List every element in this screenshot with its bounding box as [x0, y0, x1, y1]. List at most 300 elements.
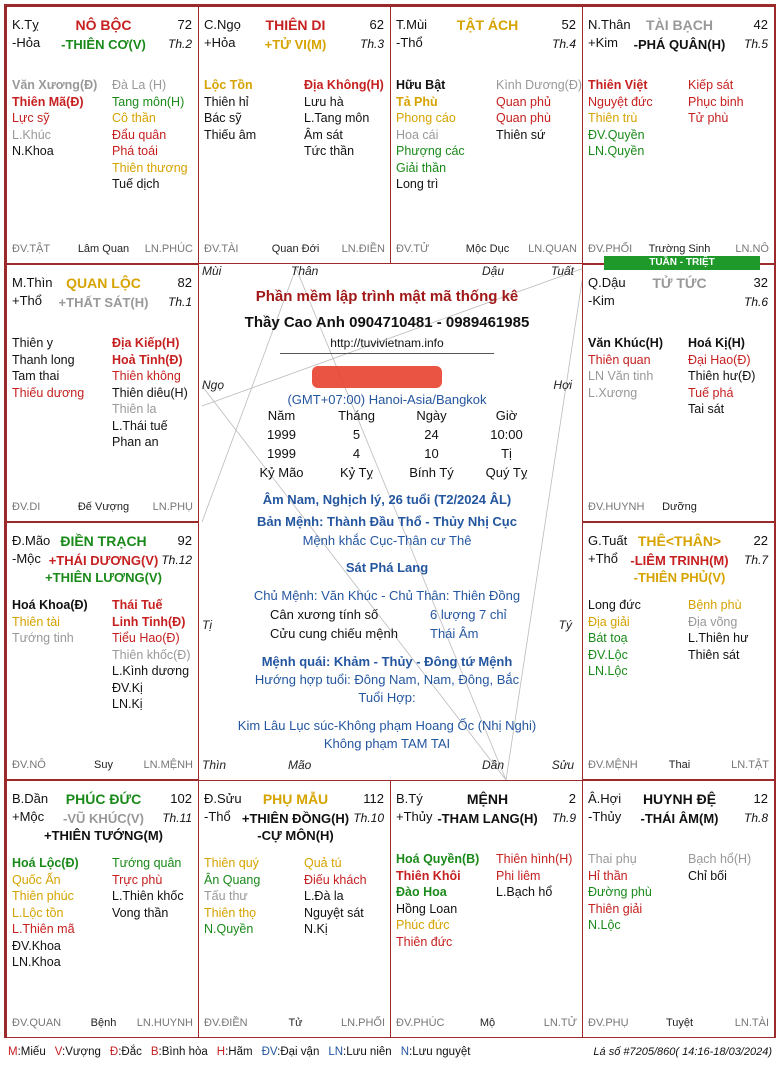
star: Bát toạ — [588, 631, 628, 645]
hanh: +Thổ — [12, 293, 42, 308]
palace-ty[interactable] — [6, 6, 199, 264]
star: Ân Quang — [204, 872, 261, 887]
luu-nien-label: LN.TỬ — [543, 1017, 577, 1029]
thang: Th.4 — [551, 37, 576, 51]
star: Thai phụ — [588, 852, 637, 866]
luu-nien-label: LN.ĐIỀN — [341, 243, 385, 255]
minor-stars-right — [304, 77, 384, 160]
dai-han-number: 82 — [177, 275, 192, 290]
minor-stars-right — [112, 77, 188, 193]
corner-label: Ngọ — [202, 378, 225, 392]
palace-name: QUAN LỘC — [66, 275, 141, 291]
dai-van-label: ĐV.DI — [12, 501, 41, 513]
dai-han-number: 22 — [753, 533, 768, 548]
star: Lực sỹ — [12, 111, 50, 125]
minor-stars-left — [204, 855, 260, 938]
luu-nien-label: LN.MỆNH — [143, 759, 193, 771]
truong-sinh-label: Trường Sinh — [648, 243, 711, 255]
star: Tướng quân — [112, 856, 182, 870]
dai-van-label: ĐV.PHỤ — [588, 1017, 629, 1029]
thang: Th.1 — [167, 295, 192, 309]
star: Phong cáo — [396, 111, 456, 125]
star: Hữu Bật — [396, 78, 446, 92]
star: LN.Quyền — [588, 144, 645, 158]
chu-menh: Chủ Mệnh: Văn Khúc - Chủ Thân: Thiên Đồng — [253, 588, 521, 603]
can-chi: N.Thân — [588, 17, 631, 32]
center-panel — [196, 258, 578, 774]
palace-mui[interactable] — [390, 6, 583, 264]
corner-label: Tý — [558, 618, 572, 632]
star: Hoá Khoa(Đ) — [12, 598, 88, 612]
minor-stars-right — [304, 855, 367, 938]
menh-cuc: Mệnh khắc Cục-Thân cư Thê — [302, 533, 472, 548]
star: L.Khúc — [12, 127, 51, 142]
legend-item: Đ:Đắc — [109, 1046, 142, 1058]
star: Tấu thư — [204, 889, 248, 903]
star: ĐV.Quyền — [588, 127, 645, 142]
star: Kiếp sát — [688, 78, 734, 92]
star: Thiếu dương — [12, 385, 85, 400]
star: Thiên quý — [204, 856, 259, 870]
star: Cô thần — [112, 111, 156, 125]
dai-han-number: 2 — [568, 791, 576, 806]
tuan-triet-badge: TUẦN - TRIỆT — [604, 256, 760, 270]
dai-han-number: 42 — [753, 17, 768, 32]
legend-item: LN:Lưu niên — [328, 1046, 392, 1058]
truong-sinh-label: Bệnh — [90, 1017, 117, 1029]
main-star: -PHÁ QUÂN(H) — [633, 37, 726, 52]
star: LN.Kị — [112, 697, 143, 711]
can-chi: B.Dần — [12, 791, 49, 806]
star: Thiên trù — [588, 111, 638, 125]
luu-nien-label: LN.QUAN — [528, 243, 577, 255]
main-star-2: +THIÊN TƯỚNG(M) — [43, 828, 163, 843]
star: Bệnh phù — [688, 598, 742, 612]
palace-name: HUYNH ĐỆ — [642, 791, 717, 807]
minor-stars-right — [688, 335, 755, 418]
luu-nien-label: LN.HUYNH — [136, 1017, 193, 1029]
star: Đường phù — [588, 885, 652, 899]
star: L.Xương — [588, 385, 638, 400]
redacted-name — [312, 366, 442, 388]
solar-date: 1999 5 24 10:00 — [267, 427, 523, 442]
main-star: +TỬ VI(M) — [264, 37, 327, 52]
star: Thiên khốc(Đ) — [112, 647, 191, 662]
star: Hoá Lộc(Đ) — [12, 856, 79, 870]
star: Quan phù — [496, 111, 551, 125]
palace-name: PHỤ MẪU — [262, 791, 329, 807]
dai-han-number: 12 — [753, 791, 768, 806]
minor-stars-right — [112, 855, 184, 921]
star: Thiên hình(H) — [496, 852, 573, 866]
can-chi: Đ.Mão — [12, 533, 51, 548]
luu-nien-label: LN.PHỤ — [152, 501, 193, 513]
legend-item: V:Vượng — [54, 1046, 101, 1058]
can-xuong-value: 6 lượng 7 chỉ — [430, 607, 507, 622]
minor-stars-left — [588, 77, 653, 160]
star: Long trì — [396, 177, 439, 191]
star: Thiên sứ — [496, 127, 546, 142]
star: Địa Không(H) — [304, 78, 384, 92]
minor-stars-left — [588, 597, 641, 680]
star: Thiếu âm — [204, 127, 257, 142]
minor-stars-left — [12, 597, 88, 647]
palace-name: TỬ TỨC — [652, 275, 707, 291]
star: Thiên phúc — [12, 889, 74, 903]
minor-stars-right — [496, 77, 582, 143]
palace-name: NÔ BỘC — [75, 17, 132, 33]
star: Linh Tinh(Đ) — [112, 614, 186, 629]
palace-suu[interactable] — [198, 780, 391, 1038]
star: ĐV.Lộc — [588, 647, 628, 662]
star: Thiên tài — [12, 614, 60, 629]
star: Vong thần — [112, 905, 169, 920]
luu-nien-label: LN.PHÚC — [144, 243, 193, 255]
main-star: +THÁI DƯƠNG(V) — [48, 553, 159, 568]
hanh: -Mộc — [12, 551, 41, 566]
thang: Th.11 — [162, 811, 192, 825]
star: Thiên sát — [688, 647, 740, 662]
star: Thiên thương — [112, 160, 188, 175]
star: Hỉ thần — [588, 868, 628, 883]
minor-stars-right — [496, 851, 572, 901]
star: Thiên Việt — [588, 78, 648, 92]
can-chi: Đ.Sửu — [204, 791, 242, 806]
corner-label: Tuất — [550, 264, 574, 278]
website-url[interactable]: http://tuvivietnam.info — [330, 336, 444, 350]
star: L.Đà la — [304, 889, 344, 903]
star: Địa giải — [588, 614, 630, 629]
star: Tiểu Hao(Đ) — [112, 631, 180, 645]
dai-han-number: 92 — [177, 533, 192, 548]
palace-dan[interactable] — [6, 780, 199, 1038]
dai-han-number: 52 — [561, 17, 576, 32]
palace-name: TẬT ÁCH — [456, 17, 519, 33]
star: N.Lộc — [588, 918, 621, 932]
legend-item: ĐV:Đại vận — [261, 1046, 320, 1058]
hanh: -Thổ — [204, 809, 231, 824]
star: ĐV.Kị — [112, 680, 143, 695]
star: Phúc đức — [396, 918, 450, 932]
star: L.Tang môn — [304, 111, 370, 125]
minor-stars-right — [112, 597, 191, 713]
hanh: +Thổ — [588, 551, 618, 566]
star: Tang môn(H) — [112, 94, 185, 109]
legend-item: H:Hãm — [216, 1046, 253, 1058]
star: Đà La (H) — [112, 78, 167, 92]
minor-stars-left — [588, 335, 663, 401]
main-star-2: -CỰ MÔN(H) — [257, 828, 334, 843]
legend-item: B:Bình hòa — [150, 1046, 208, 1058]
star: Hồng Loan — [396, 901, 458, 916]
star: Long đức — [588, 598, 641, 612]
star: Thiên hư(Đ) — [688, 369, 756, 383]
minor-stars-left — [12, 855, 79, 971]
star: N.Khoa — [12, 144, 54, 158]
star: Lưu hà — [304, 94, 344, 109]
date-headers: Năm Tháng Ngày Giờ — [267, 408, 518, 423]
main-star-2: +THIÊN LƯƠNG(V) — [45, 570, 162, 585]
gender-age: Âm Nam, Nghịch lý, 26 tuổi (T2/2024 ÂL) — [262, 492, 512, 507]
star: Thiên diêu(H) — [112, 385, 188, 400]
dai-van-label: ĐV.HUYNH — [588, 501, 645, 513]
palace-ngo[interactable] — [198, 6, 391, 264]
star: Giải thần — [396, 160, 447, 175]
main-star: +THIÊN ĐỒNG(H) — [241, 811, 350, 826]
main-star: -THIÊN CƠ(V) — [61, 37, 146, 52]
hanh: +Hỏa — [204, 35, 236, 50]
star: Quan phủ — [496, 94, 551, 109]
star: Tam thai — [12, 369, 60, 383]
menh-quai: Mệnh quái: Khảm - Thủy - Đông tứ Mệnh — [261, 654, 513, 669]
corner-label: Dần — [482, 758, 505, 772]
palace-mao[interactable] — [6, 522, 199, 780]
star: Hoá Kị(H) — [688, 336, 745, 350]
minor-stars-left — [12, 335, 84, 401]
kim-lau: Kim Lâu Lục súc-Không phạm Hoang Ốc (Nhị Nghi) — [237, 718, 537, 733]
truong-sinh-label: Lâm Quan — [77, 243, 130, 255]
main-star: -THAM LANG(H) — [437, 811, 538, 826]
star: Chỉ bối — [688, 868, 727, 883]
star: Thiên không — [112, 369, 181, 383]
truong-sinh-label: Suy — [94, 759, 113, 771]
palace-name: TÀI BẠCH — [646, 17, 713, 33]
star: Địa võng — [688, 614, 738, 629]
corner-label: Mùi — [202, 264, 222, 278]
main-star: -LIÊM TRINH(M) — [630, 553, 729, 568]
truong-sinh-label: Dưỡng — [662, 501, 697, 513]
divider — [280, 353, 494, 354]
can-chi: C.Ngọ — [204, 17, 241, 32]
thang: Th.2 — [167, 37, 192, 51]
corner-label: Thân — [291, 264, 319, 278]
star: L.Kình dương — [112, 664, 190, 678]
thang: Th.5 — [743, 37, 768, 51]
corner-label: Thìn — [202, 758, 227, 772]
huong-hop: Hướng hợp tuổi: Đông Nam, Nam, Đông, Bắc — [254, 672, 520, 687]
hanh: +Mộc — [12, 809, 45, 824]
timezone: (GMT+07:00) Hanoi-Asia/Bangkok — [287, 392, 487, 407]
star: L.Thiên mã — [12, 922, 75, 936]
star: Kình Dương(Đ) — [496, 78, 583, 92]
main-star: -THÁI ÂM(M) — [640, 811, 719, 826]
thang: Th.10 — [353, 811, 384, 825]
palace-thin[interactable] — [6, 264, 199, 522]
hanh: -Thủy — [588, 809, 622, 824]
cach-cuc: Sát Phá Lang — [345, 560, 429, 575]
dai-han-number: 102 — [170, 791, 192, 806]
dai-han-number: 62 — [369, 17, 384, 32]
dai-van-label: ĐV.MỆNH — [588, 759, 638, 771]
luu-nien-label: LN.NÔ — [735, 243, 769, 255]
dai-van-label: ĐV.NÔ — [12, 759, 46, 771]
star: Nguyệt đức — [588, 94, 653, 109]
software-title: Phần mềm lập trình mật mã thống kê — [255, 288, 519, 305]
main-star: -VŨ KHÚC(V) — [63, 811, 144, 826]
star: L.Thiên hư — [688, 631, 749, 645]
star: Tả Phù — [396, 94, 438, 109]
thang: Th.9 — [551, 811, 576, 825]
corner-label: Mão — [288, 758, 312, 772]
palace-name: THÊ<THÂN> — [637, 533, 722, 549]
minor-stars-left — [12, 77, 97, 160]
dai-van-label: ĐV.TÀI — [204, 243, 239, 255]
hanh: +Thủy — [396, 809, 433, 824]
star: L.Bạch hổ — [496, 885, 553, 899]
dai-han-number: 32 — [753, 275, 768, 290]
main-star-2: -THIÊN PHỦ(V) — [633, 570, 726, 585]
palace-name: MỆNH — [466, 791, 509, 807]
cuu-cung-value: Thái Âm — [430, 626, 479, 641]
thang: Th.7 — [743, 553, 768, 567]
star: Phi liêm — [496, 868, 541, 883]
minor-stars-right — [688, 597, 749, 663]
corner-label: Hợi — [553, 378, 572, 392]
star: Đại Hao(Đ) — [688, 352, 751, 367]
dai-van-label: ĐV.ĐIỀN — [204, 1017, 248, 1029]
thang: Th.8 — [743, 811, 768, 825]
minor-stars-right — [688, 77, 744, 127]
chart-id: Lá số #7205/860( 14:16-18/03/2024) — [593, 1046, 772, 1058]
star: Tướng tinh — [12, 631, 74, 645]
palace-ti[interactable] — [390, 780, 583, 1038]
star: Thiên y — [12, 336, 53, 350]
hanh: -Hỏa — [12, 35, 41, 50]
star: Thiên giải — [588, 901, 643, 916]
can-chi: T.Mùi — [396, 17, 428, 32]
star: Văn Khúc(H) — [588, 336, 663, 350]
palace-name: THIÊN DI — [265, 17, 326, 33]
star: Thiên hỉ — [204, 94, 249, 109]
star: LN.Khoa — [12, 955, 61, 969]
hanh: -Kim — [588, 293, 615, 308]
dai-van-label: ĐV.TẬT — [12, 243, 51, 255]
star: Phá toái — [112, 144, 158, 158]
hanh: -Thổ — [396, 35, 423, 50]
hanh: +Kim — [588, 35, 618, 50]
palace-hoi[interactable] — [582, 780, 775, 1038]
star: Hoá Quyền(B) — [396, 852, 480, 866]
star: Phục binh — [688, 94, 744, 109]
truong-sinh-label: Quan Đới — [271, 243, 320, 255]
author-line: Thầy Cao Anh 0904710481 - 0989461985 — [244, 314, 530, 331]
corner-label: Dậu — [482, 264, 505, 278]
can-chi: Â.Hợi — [588, 791, 622, 806]
can-chi: Q.Dậu — [588, 275, 626, 290]
palace-dau[interactable] — [582, 264, 775, 522]
palace-name: ĐIỀN TRẠCH — [60, 533, 147, 549]
star: N.Kị — [304, 922, 328, 936]
ban-menh: Bản Mệnh: Thành Đầu Thổ - Thủy Nhị Cục — [257, 514, 517, 529]
minor-stars-left — [396, 77, 465, 193]
can-xuong-label: Cân xương tính số — [270, 607, 379, 622]
can-chi: G.Tuất — [588, 533, 628, 548]
truong-sinh-label: Tử — [288, 1017, 303, 1029]
truong-sinh-label: Mộ — [479, 1017, 496, 1029]
star: Bác sỹ — [204, 111, 242, 125]
luu-nien-label: LN.TÀI — [734, 1017, 769, 1029]
star: Trực phù — [112, 872, 163, 887]
star: Quốc Ấn — [12, 872, 61, 887]
star: LN Văn tinh — [588, 369, 654, 383]
cuu-cung-label: Cửu cung chiếu mệnh — [270, 626, 398, 641]
star: Tức thần — [304, 144, 355, 158]
palace-name: PHÚC ĐỨC — [65, 791, 142, 807]
star: Thiên Khôi — [396, 868, 461, 883]
minor-stars-left — [588, 851, 652, 934]
truong-sinh-label: Đế Vượng — [77, 501, 130, 513]
legend — [8, 1046, 479, 1058]
star: Thái Tuế — [112, 598, 163, 612]
minor-stars-left — [204, 77, 256, 143]
star: Bạch hổ(H) — [688, 852, 752, 866]
star: Nguyệt sát — [304, 905, 364, 920]
star: Thiên quan — [588, 352, 651, 367]
luu-nien-label: LN.PHỐI — [340, 1017, 385, 1029]
star: Âm sát — [304, 127, 343, 142]
star: Văn Xương(Đ) — [12, 78, 98, 92]
star: L.Thiên khốc — [112, 889, 184, 903]
thang: Th.6 — [743, 295, 768, 309]
palace-than[interactable] — [582, 6, 775, 264]
legend-item: N:Lưu nguyệt — [400, 1046, 471, 1058]
star: L.Thái tuế — [112, 418, 168, 433]
dai-han-number: 112 — [363, 791, 384, 806]
star: Thiên thọ — [204, 905, 257, 920]
minor-stars-right — [112, 335, 188, 451]
dai-van-label: ĐV.PHÚC — [396, 1017, 445, 1029]
star: Quả tú — [304, 856, 342, 870]
dai-han-number: 72 — [177, 17, 192, 32]
dai-van-label: ĐV.PHỐI — [588, 243, 633, 255]
star: Đẩu quân — [112, 127, 167, 142]
truong-sinh-label: Tuyệt — [665, 1017, 694, 1029]
star: Đào Hoa — [396, 885, 447, 899]
star: Địa Kiếp(H) — [112, 336, 180, 350]
minor-stars-left — [396, 851, 479, 950]
star: Phượng các — [396, 144, 465, 158]
can-chi: K.Tỵ — [12, 17, 39, 32]
can-chi: M.Thìn — [12, 275, 53, 290]
star: Hoa cái — [396, 127, 439, 142]
star: ĐV.Khoa — [12, 938, 61, 953]
dai-van-label: ĐV.TỬ — [396, 243, 430, 255]
star: N.Quyền — [204, 922, 254, 936]
star: Thiên la — [112, 402, 157, 416]
star: LN.Lộc — [588, 664, 628, 678]
palace-tuat[interactable] — [582, 522, 775, 780]
tuoi-hop: Tuổi Hợp: — [358, 690, 416, 705]
star: Tuế dịch — [112, 177, 160, 191]
tam-tai: Không phạm TAM TAI — [323, 736, 451, 751]
star: Tuế phá — [688, 385, 734, 400]
star: Hoả Tinh(Đ) — [112, 352, 183, 367]
star: Tai sát — [688, 402, 725, 416]
star: Điếu khách — [304, 872, 367, 887]
star: Tử phù — [688, 111, 729, 125]
thang: Th.12 — [161, 553, 192, 567]
star: Lộc Tồn — [204, 78, 253, 92]
can-chi-date: Kỷ Mão Kỷ Tỵ Bính Tý Quý Tỵ — [259, 465, 528, 480]
main-star: +THẤT SÁT(H) — [58, 295, 149, 310]
star: Thiên Mã(Đ) — [12, 94, 84, 109]
truong-sinh-label: Mộc Dục — [465, 243, 510, 255]
luu-nien-label: LN.TẬT — [731, 759, 769, 771]
star: Thanh long — [12, 352, 75, 367]
minor-stars-right — [688, 851, 751, 884]
thang: Th.3 — [359, 37, 384, 51]
corner-label: Tị — [202, 618, 212, 632]
